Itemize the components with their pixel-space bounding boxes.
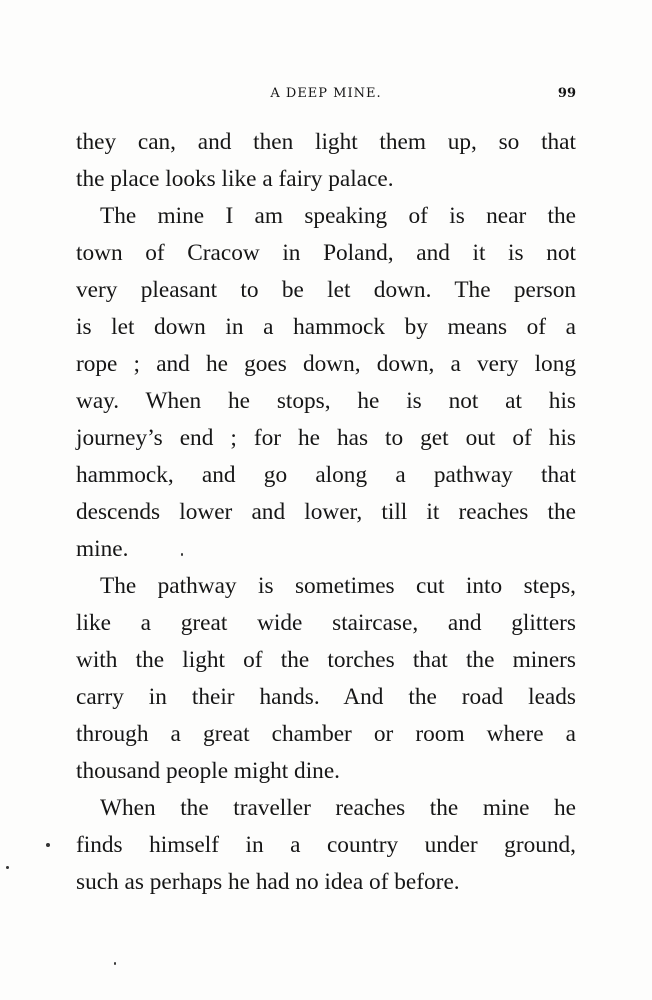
text-line: through a great chamber or room where a: [76, 721, 576, 747]
text-line: very pleasant to be let down. The person: [76, 277, 576, 303]
text-line: When the traveller reaches the mine he: [100, 795, 576, 821]
text-line: way. When he stops, he is not at his: [76, 388, 576, 414]
print-speck: [6, 866, 9, 869]
running-head: [76, 86, 576, 106]
text-line: descends lower and lower, till it reaches the: [76, 499, 576, 525]
text-line: like a great wide staircase, and glitters: [76, 610, 576, 636]
text-line: thousand people might dine.: [76, 758, 340, 784]
text-line: journey’s end ; for he has to get out of his: [76, 425, 576, 451]
text-line: finds himself in a country under ground,: [76, 832, 576, 858]
paragraph-2: [76, 198, 576, 568]
running-title: A DEEP MINE.: [270, 86, 382, 101]
paragraph-1: [76, 124, 576, 198]
print-speck: [46, 843, 50, 847]
text-line: hammock, and go along a pathway that: [76, 462, 576, 488]
print-speck: [181, 553, 183, 556]
paragraph-3: [76, 568, 576, 790]
text-line: rope ; and he goes down, down, a very long: [76, 351, 576, 377]
text-line: The pathway is sometimes cut into steps,: [100, 573, 576, 599]
text-line: with the light of the torches that the miners: [76, 647, 576, 673]
page-number: 99: [557, 86, 576, 101]
text-line: carry in their hands. And the road leads: [76, 684, 576, 710]
text-line: they can, and then light them up, so that: [76, 129, 576, 155]
text-line: is let down in a hammock by means of a: [76, 314, 576, 340]
text-line: town of Cracow in Poland, and it is not: [76, 240, 576, 266]
paragraph-4: [76, 790, 576, 901]
text-line: The mine I am speaking of is near the: [100, 203, 576, 229]
body-text: [76, 124, 576, 901]
text-line: the place looks like a fairy palace.: [76, 166, 394, 192]
text-line: such as perhaps he had no idea of before.: [76, 869, 460, 895]
text-line: mine.: [76, 536, 129, 562]
print-speck: [114, 962, 116, 965]
